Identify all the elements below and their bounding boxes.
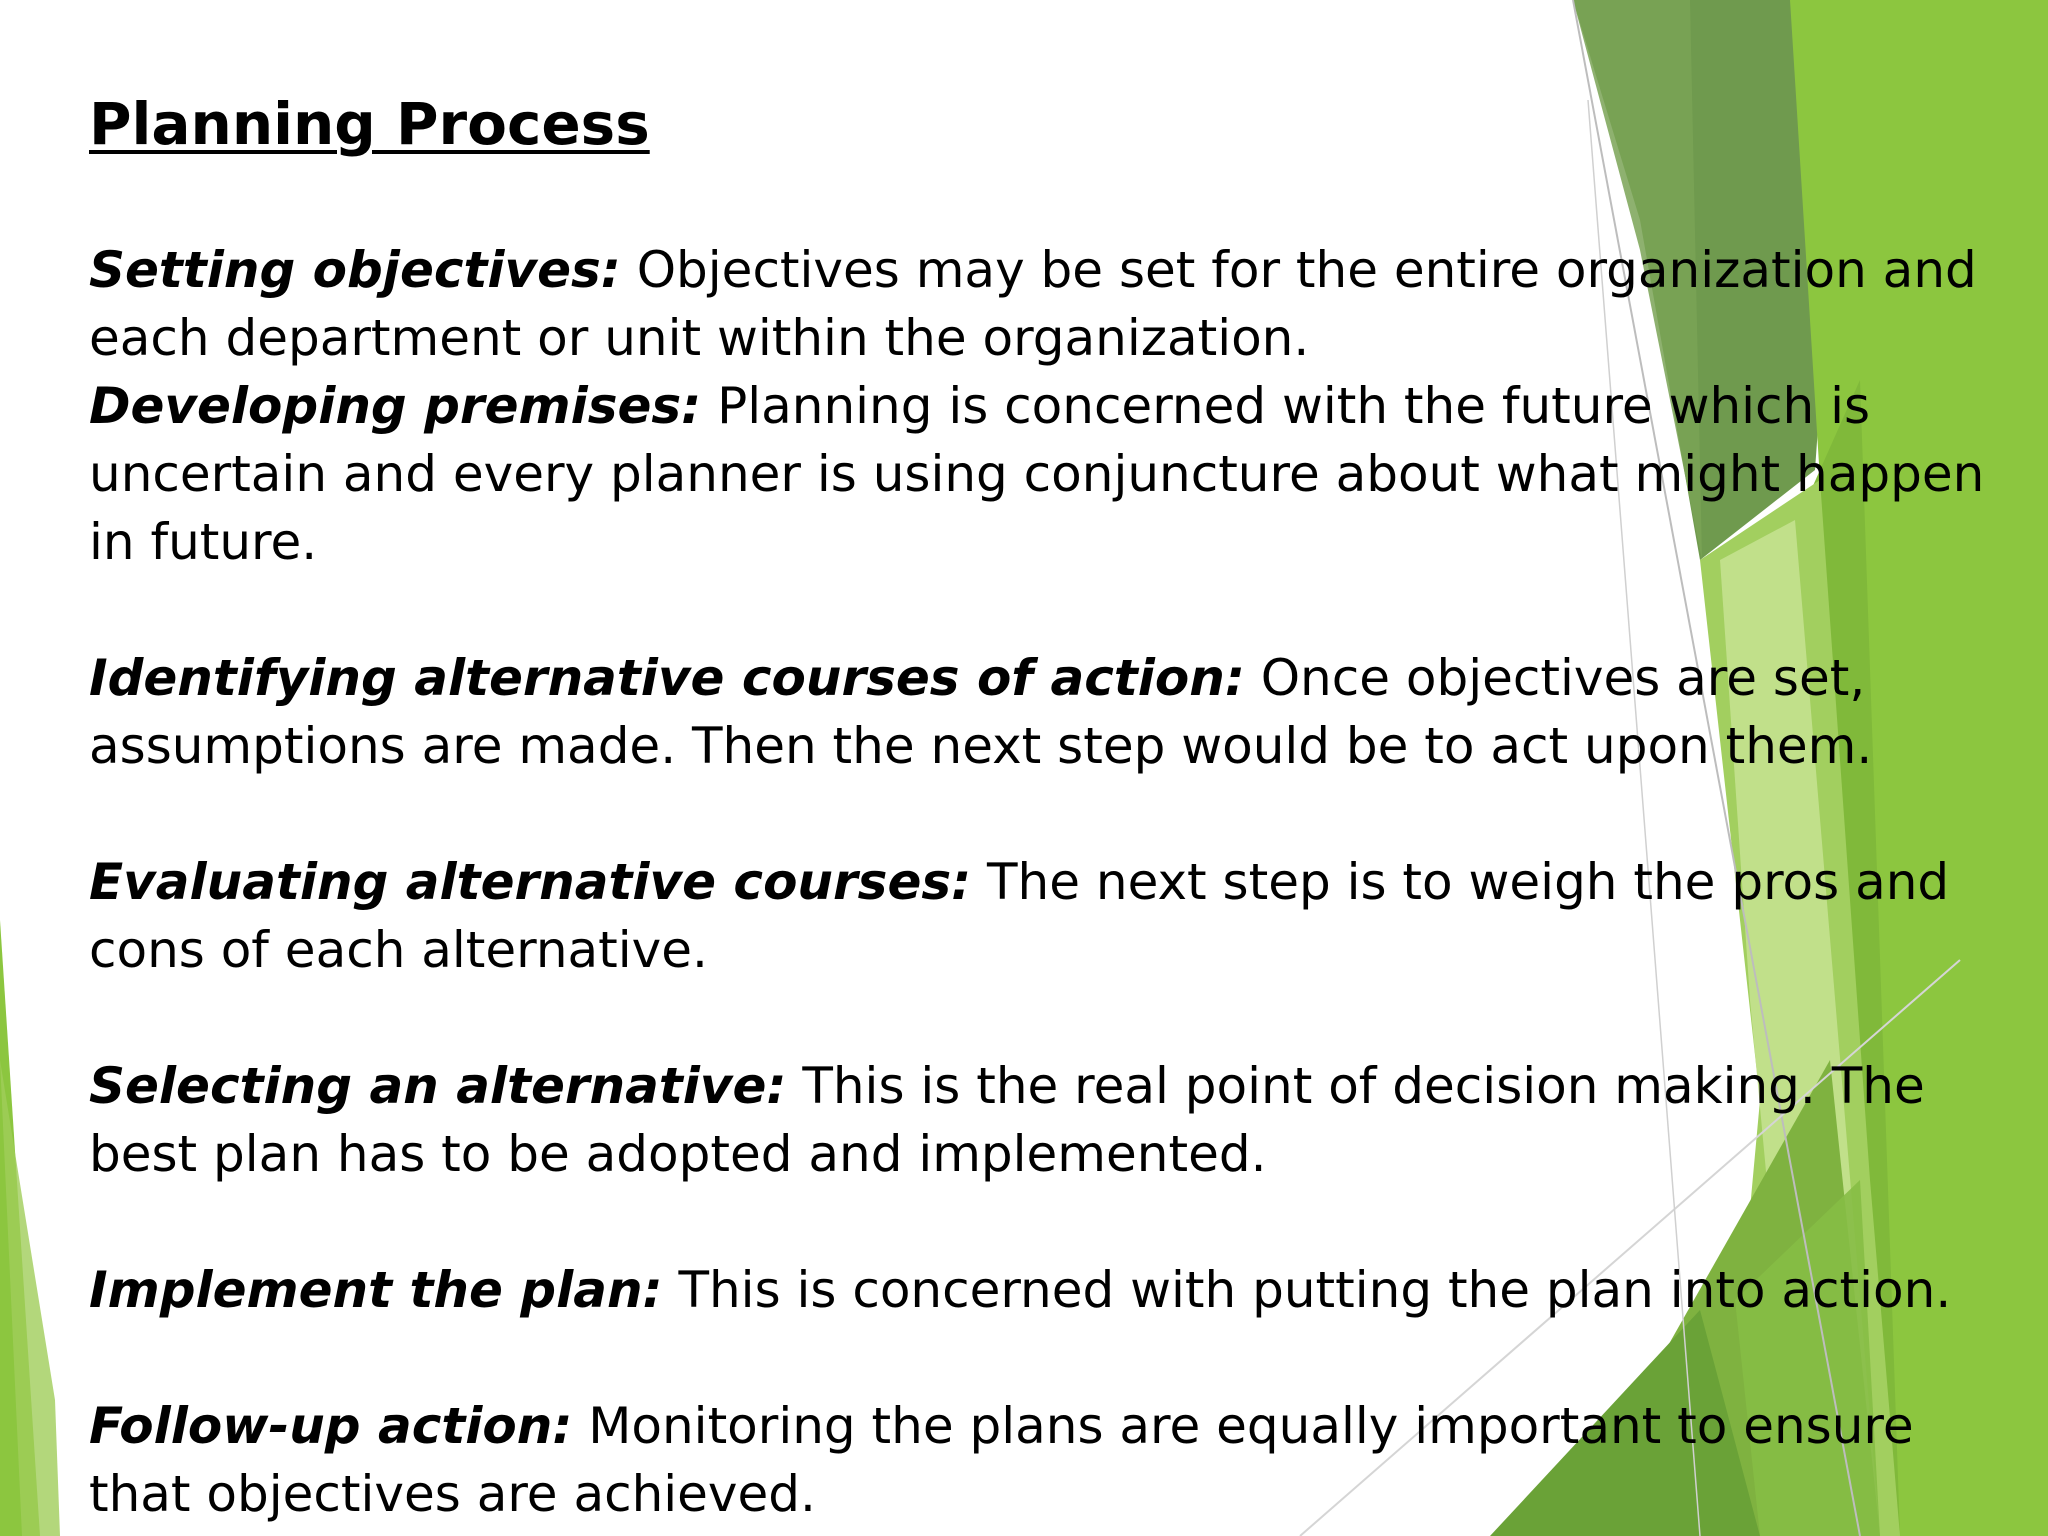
step-term: Implement the plan: [89, 1261, 663, 1319]
step-description: Once objectives are set, assumptions are made. Then the next step would be to act upon them. [89, 649, 1873, 775]
step-description: Planning is concerned with the future which is uncertain and every planner is using conjuncture about what might happen in future. [89, 377, 1985, 571]
step-description: This is concerned with putting the plan into action. [662, 1261, 1952, 1319]
process-steps [89, 236, 1989, 1528]
step-setting-objectives [89, 236, 1989, 372]
slide-title: Planning Process [89, 90, 650, 158]
step-description: This is the real point of decision making. The best plan has to be adopted and implemented. [89, 1057, 1925, 1183]
slide-content [89, 88, 1989, 1528]
step-term: Developing premises: [89, 377, 702, 435]
step-selecting-alternative [89, 1052, 1989, 1188]
step-term: Evaluating alternative courses: [89, 853, 972, 911]
step-developing-premises [89, 372, 1989, 576]
step-term: Setting objectives: [89, 241, 621, 299]
step-term: Follow-up action: [89, 1397, 573, 1455]
step-description: Monitoring the plans are equally important to ensure that objectives are achieved. [89, 1397, 1914, 1523]
step-implement-plan [89, 1256, 1989, 1324]
step-term: Identifying alternative courses of action: [89, 649, 1245, 707]
step-description: The next step is to weigh the pros and cons of each alternative. [89, 853, 1950, 979]
step-description: Objectives may be set for the entire organization and each department or unit within the organization. [89, 241, 1977, 367]
step-follow-up-action [89, 1392, 1989, 1528]
step-term: Selecting an alternative: [89, 1057, 787, 1115]
step-evaluating-alternatives [89, 848, 1989, 984]
step-identifying-alternatives [89, 644, 1989, 780]
